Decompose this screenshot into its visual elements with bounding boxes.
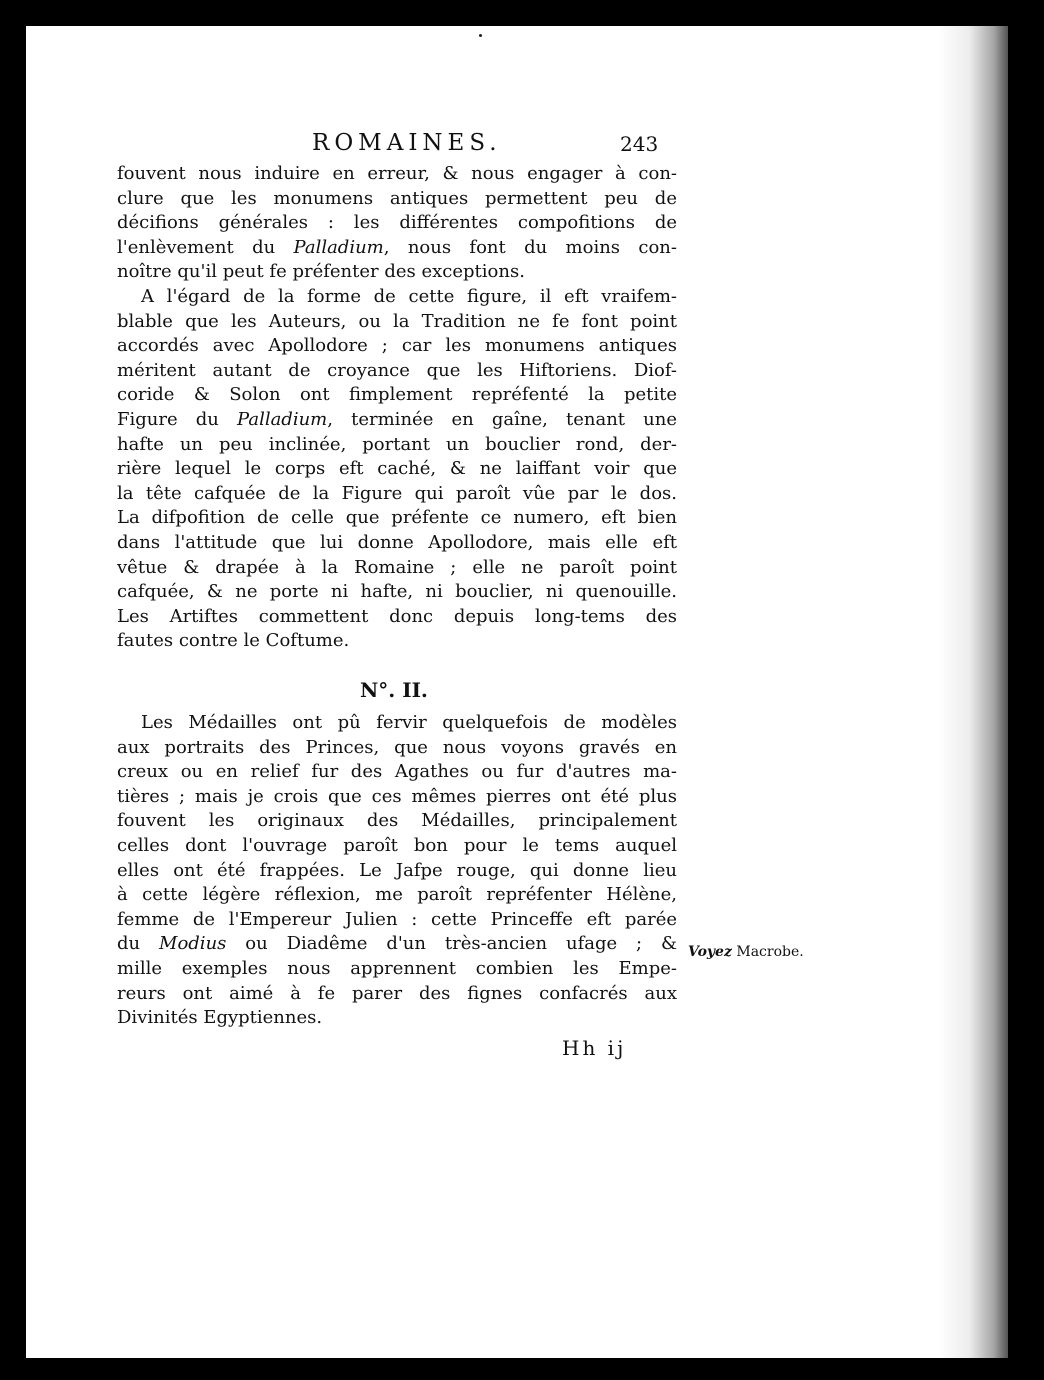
text-line: dans l'attitude que lui donne Apollodore, mais elle eft	[117, 531, 677, 553]
text-line: à cette légère réflexion, me paroît repréfenter Hélène,	[117, 884, 677, 906]
paragraph-medals	[117, 711, 677, 1031]
text-line: Les Médailles ont pû fervir quelquefois de modèles	[141, 712, 677, 733]
italic-term: Modius	[159, 933, 227, 955]
text-line: accordés avec Apollodore ; car les monumens antiques	[117, 335, 677, 357]
text-line: blable que les Auteurs, ou la Tradition ne fe font point	[117, 310, 677, 332]
text-line: femme de l'Empereur Julien : cette Princeffe eft parée	[117, 908, 677, 930]
text-line: du Modius ou Diadême d'un très-ancien ufage ; &	[117, 933, 677, 955]
text-line: fouvent nous induire en erreur, & nous engager à con-	[117, 163, 677, 184]
page-number: 243	[620, 132, 659, 156]
text-line: elles ont été frappées. Le Jafpe rouge, qui donne lieu	[117, 859, 677, 881]
text-line: mille exemples nous apprennent combien les Empe-	[117, 957, 677, 979]
text-line: vêtue & drapée à la Romaine ; elle ne paroît point	[117, 556, 677, 578]
signature-mark: Hh ij	[562, 1036, 627, 1060]
text-line: rière lequel le corps eft caché, & ne laiffant voir que	[117, 458, 677, 480]
text-line: celles dont l'ouvrage paroît bon pour le tems auquel	[117, 834, 677, 856]
text-line: clure que les monumens antiques permettent peu de	[117, 187, 677, 209]
text-line: La difpofition de celle que préfente ce numero, eft bien	[117, 507, 677, 529]
italic-term: Palladium	[237, 408, 328, 430]
text-line: hafte un peu inclinée, portant un bouclier rond, der-	[117, 433, 677, 455]
text-line: Divinités Egyptiennes.	[117, 1007, 323, 1029]
margin-note-voyez: Voyez	[688, 944, 732, 960]
book-page	[26, 26, 1008, 1358]
text-line: la tête cafquée de la Figure qui paroît vûe par le dos.	[117, 482, 677, 504]
text-line: noître qu'il peut fe préfenter des exceptions.	[117, 261, 525, 283]
text-line: cafquée, & ne porte ni hafte, ni bouclier, ni quenouille.	[117, 581, 677, 603]
text-line: méritent autant de croyance que les Hiftoriens. Diof-	[117, 359, 677, 381]
text-line: Figure du Palladium, terminée en gaîne, tenant une	[117, 408, 678, 430]
italic-term: Palladium	[293, 236, 384, 258]
ink-speck	[479, 34, 482, 37]
paragraph-figure-form	[117, 285, 677, 654]
margin-note	[688, 944, 804, 960]
section-heading: N°. II.	[360, 678, 428, 702]
text-line: reurs ont aimé à fe parer des fignes confacrés aux	[117, 982, 677, 1004]
text-line: Les Artiftes commettent donc depuis long-tems des	[117, 605, 677, 627]
text-line: fautes contre le Coftume.	[117, 630, 350, 652]
text-line: coride & Solon ont fimplement repréfenté la petite	[117, 384, 677, 406]
text-line: décifions générales : les différentes compofitions de	[117, 212, 677, 234]
text-line: fouvent les originaux des Médailles, principalement	[117, 810, 677, 832]
text-line: creux ou en relief fur des Agathes ou fur d'autres ma-	[117, 761, 677, 783]
text-line: l'enlèvement du Palladium, nous font du moins con-	[117, 236, 677, 258]
page-edge-shadow	[938, 26, 1008, 1358]
running-head: ROMAINES.	[312, 130, 502, 156]
paragraph-continuation	[117, 162, 677, 285]
text-line: aux portraits des Princes, que nous voyons gravés en	[117, 736, 677, 758]
text-line: A l'égard de la forme de cette figure, il eft vraifem-	[141, 286, 677, 307]
text-line: tières ; mais je crois que ces mêmes pierres ont été plus	[117, 785, 677, 807]
margin-note-author: Macrobe.	[736, 944, 804, 960]
